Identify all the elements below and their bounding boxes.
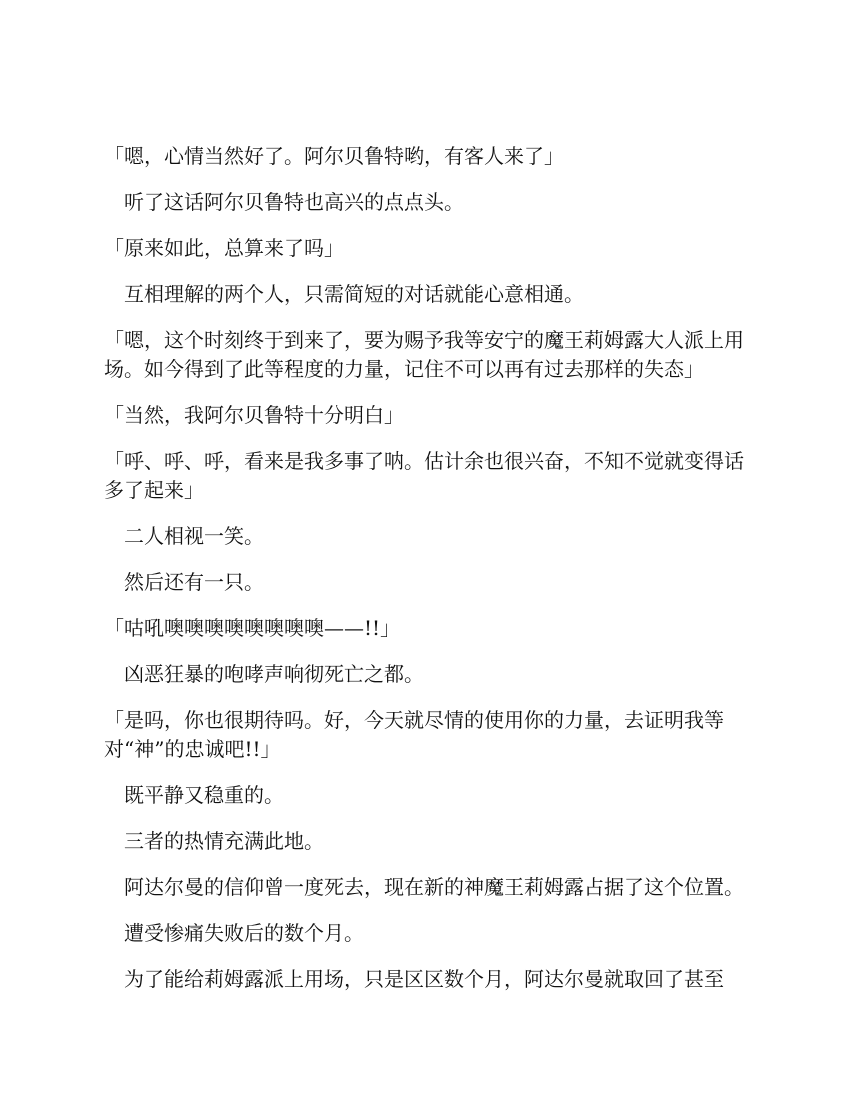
paragraph-narration: 二人相视一笑。 [124, 524, 264, 548]
paragraph-narration: 遭受惨痛失败后的数个月。 [124, 921, 364, 945]
paragraph-dialogue: 「嗯，心情当然好了。阿尔贝鲁特哟，有客人来了」 [104, 144, 564, 168]
paragraph-narration: 然后还有一只。 [124, 570, 264, 594]
paragraph-dialogue: 「咕吼噢噢噢噢噢噢噢噢——!!」 [104, 616, 401, 640]
paragraph-narration: 互相理解的两个人，只需简短的对话就能心意相通。 [124, 282, 584, 306]
paragraph-dialogue: 「原来如此，总算来了吗」 [104, 236, 344, 260]
paragraph-narration: 既平静又稳重的。 [124, 783, 284, 807]
paragraph-narration: 阿达尔曼的信仰曾一度死去，现在新的神魔王莉姆露占据了这个位置。 [124, 875, 744, 899]
paragraph-dialogue: 「嗯，这个时刻终于到来了，要为赐予我等安宁的魔王莉姆露大人派上用场。如今得到了此等程度的力量，记住不可以再有过去那样的失态」 [104, 328, 744, 381]
paragraph-narration: 凶恶狂暴的咆哮声响彻死亡之都。 [124, 662, 424, 686]
paragraph-dialogue: 「呼、呼、呼，看来是我多事了呐。估计余也很兴奋，不知不觉就变得话多了起来」 [104, 449, 744, 502]
paragraph-narration: 三者的热情充满此地。 [124, 829, 324, 853]
paragraph-dialogue: 「是吗，你也很期待吗。好，今天就尽情的使用你的力量，去证明我等对“神”的忠诚吧!!」 [104, 708, 724, 761]
paragraph-narration: 听了这话阿尔贝鲁特也高兴的点点头。 [124, 190, 464, 214]
paragraph-dialogue: 「当然，我阿尔贝鲁特十分明白」 [104, 403, 404, 427]
document-body [104, 142, 750, 1011]
paragraph-narration: 为了能给莉姆露派上用场，只是区区数个月，阿达尔曼就取回了甚至 [124, 967, 724, 991]
